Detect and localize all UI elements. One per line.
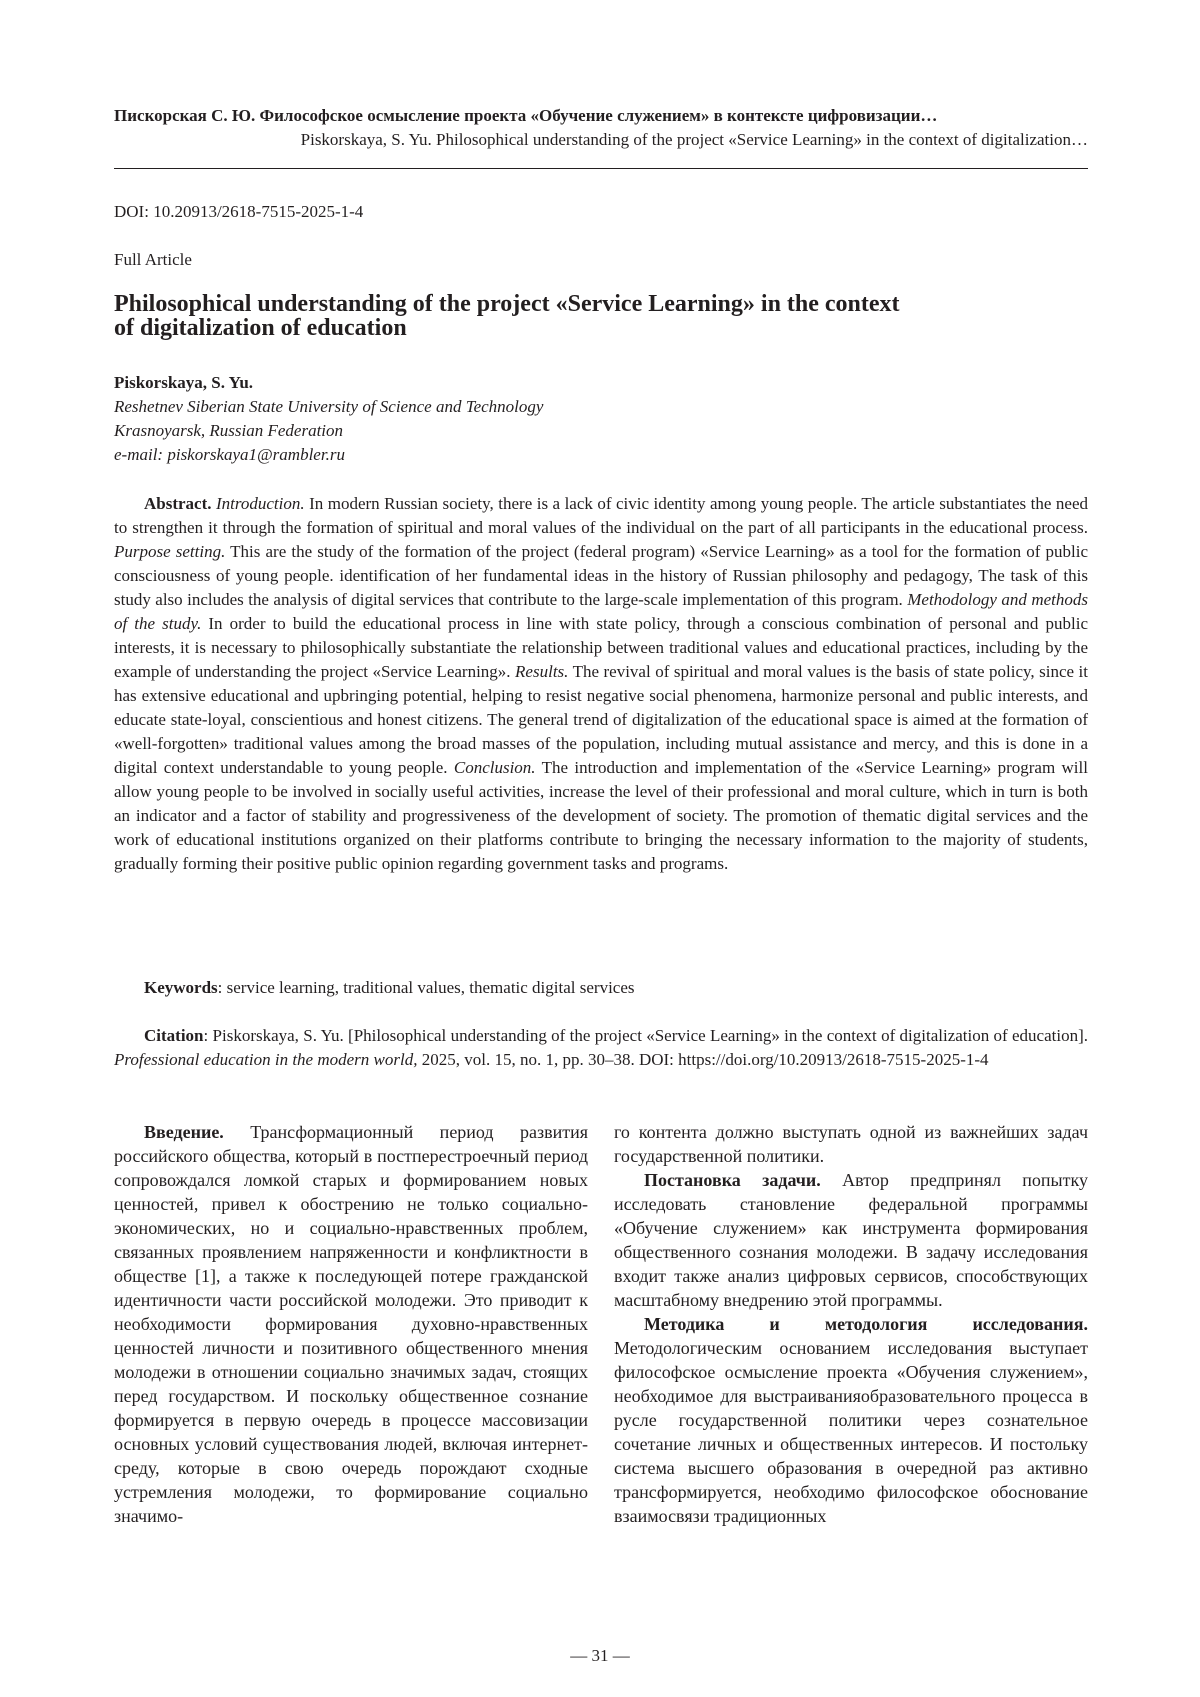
task-setting-text: Автор предпринял попытку исследовать становление федеральной программы «Обучение служением» как инструмента формирования общественного сознания молодежи. В задачу исследования входит также анализ цифровых сервисов, способствующих масштабному внедрению этой программы. [614, 1170, 1088, 1310]
body-column-right [614, 1120, 1088, 1528]
doi-line: DOI: 10.20913/2618-7515-2025-1-4 [114, 202, 364, 221]
running-head [114, 104, 1088, 152]
page-number: — 31 — [570, 1646, 630, 1665]
methodology-text: Методологическим основанием исследования выступает философское осмысление проекта «Обучения служением», необходимое для выстраиванияобразовательного процесса в русле государственной политики через сознательное сочетание личных и общественных интересов. И постольку система высшего образования в очередной раз активно трансформируется, необходимо философское обоснование взаимосвязи традиционных [614, 1338, 1088, 1526]
article-title [114, 292, 1074, 340]
citation-text-before: : Piskorskaya, S. Yu. [Philosophical understanding of the project «Service Learning» in the context of digitalization of education]. [203, 1026, 1088, 1045]
abstract-label: Abstract. [144, 494, 212, 513]
introduction-text: Трансформационный период развития российского общества, который в постперестроечный период сопровождался ломкой старых и формированием новых ценностей, привел к обострению не только социально-экономических, но и социально-нравственных проблем, связанных проявлением напряженности и конфликтности в обществе [1], а также к последующей потере гражданской идентичности части российской молодежи. Это приводит к необходимости формирования духовно-нравственных ценностей личности и позитивного общественного мнения молодежи в отношении социально значимых задач, стоящих перед государством. И поскольку общественное сознание формируется в первую очередь в процессе массовизации основных условий существования людей, включая интернет-среду, которые в свою очередь порождают сходные устремления молодежи, то формирование социально значимо- [114, 1122, 588, 1526]
citation-text-after: 2025, vol. 15, no. 1, pp. 30–38. DOI: https://doi.org/10.20913/2618-7515-2025-1-4 [417, 1050, 989, 1069]
abstract-conclusion-text: The introduction and implementation of the «Service Learning» program will allow young people to be involved in socially useful activities, increase the level of their professional and moral culture, which in turn is both an indicator and a factor of stability and progressiveness of the development of society. The promotion of thematic digital services and the work of educational institutions organized on their platforms contribute to bringing the necessary information to the majority of students, gradually forming their positive public opinion regarding government tasks and programs. [114, 758, 1088, 873]
running-head-russian: Пискорская С. Ю. Философское осмысление проекта «Обучение служением» в контексте цифровизации… [114, 106, 938, 125]
abstract-results-text: The revival of spiritual and moral values is the basis of state policy, since it has extensive educational and upbringing potential, helping to resist negative social phenomena, harmonize personal and public interests, and educate state-loyal, conscientious and honest citizens. The general trend of digitalization of the educational space is aimed at the formation of «well-forgotten» traditional values among the broad masses of the population, including mutual assistance and mercy, and this is done in a digital context understandable to young people. [114, 662, 1089, 777]
task-setting-heading: Постановка задачи. [644, 1170, 821, 1190]
author-affiliation: Reshetnev Siberian State University of Science and Technology [114, 397, 544, 416]
abstract-introduction-text: In modern Russian society, there is a lack of civic identity among young people. The article substantiates the need to strengthen it through the formation of spiritual and moral values of the individual on the part of all participants in the educational process. [114, 494, 1088, 537]
author-name: Piskorskaya, S. Yu. [114, 373, 254, 392]
article-title-line-1: Philosophical understanding of the project «Service Learning» in the context [114, 291, 900, 317]
abstract-methods-label: Methodology and methods of the study. [114, 590, 1088, 633]
header-divider [114, 168, 1088, 169]
paragraph-methodology [614, 1312, 1088, 1528]
author-block [114, 371, 543, 467]
citation-journal: Professional education in the modern world, [114, 1050, 418, 1069]
introduction-heading: Введение. [144, 1122, 224, 1142]
abstract [114, 492, 1088, 876]
citation-label: Citation [144, 1026, 204, 1045]
article-title-line-2: of digitalization of education [114, 315, 407, 341]
keywords [114, 976, 1088, 1000]
keywords-label: Keywords [144, 978, 218, 997]
body-column-left [114, 1120, 588, 1528]
abstract-introduction-label: Introduction. [216, 494, 305, 513]
running-head-english: Piskorskaya, S. Yu. Philosophical understanding of the project «Service Learning» in the context of digitalization… [300, 130, 1088, 149]
article-type: Full Article [114, 250, 192, 269]
abstract-purpose-text: This are the study of the formation of the project (federal program) «Service Learning» as a tool for the formation of public consciousness of young people. identification of her fundamental ideas in the history of Russian philosophy and pedagogy, The task of this study also includes the analysis of digital services that contribute to the large-scale implementation of this program. [114, 542, 1088, 609]
methodology-heading: Методика и методология исследования. [644, 1314, 1088, 1334]
abstract-conclusion-label: Conclusion. [453, 758, 536, 777]
author-location: Krasnoyarsk, Russian Federation [114, 421, 344, 440]
author-email: e-mail: piskorskaya1@rambler.ru [114, 445, 345, 464]
abstract-methods-text: In order to build the educational process in line with state policy, through a conscious combination of personal and public interests, it is necessary to philosophically substantiate the relationship between traditional values and educational practices, including by the example of understanding the project «Service Learning». [114, 614, 1088, 681]
paragraph-introduction [114, 1120, 588, 1528]
paragraph-task-setting [614, 1168, 1088, 1312]
citation [114, 1024, 1088, 1072]
abstract-results-label: Results. [515, 662, 569, 681]
keywords-text: : service learning, traditional values, thematic digital services [217, 978, 635, 997]
paragraph-continuation: го контента должно выступать одной из важнейших задач государственной политики. [614, 1122, 1088, 1166]
abstract-purpose-label: Purpose setting. [114, 542, 226, 561]
